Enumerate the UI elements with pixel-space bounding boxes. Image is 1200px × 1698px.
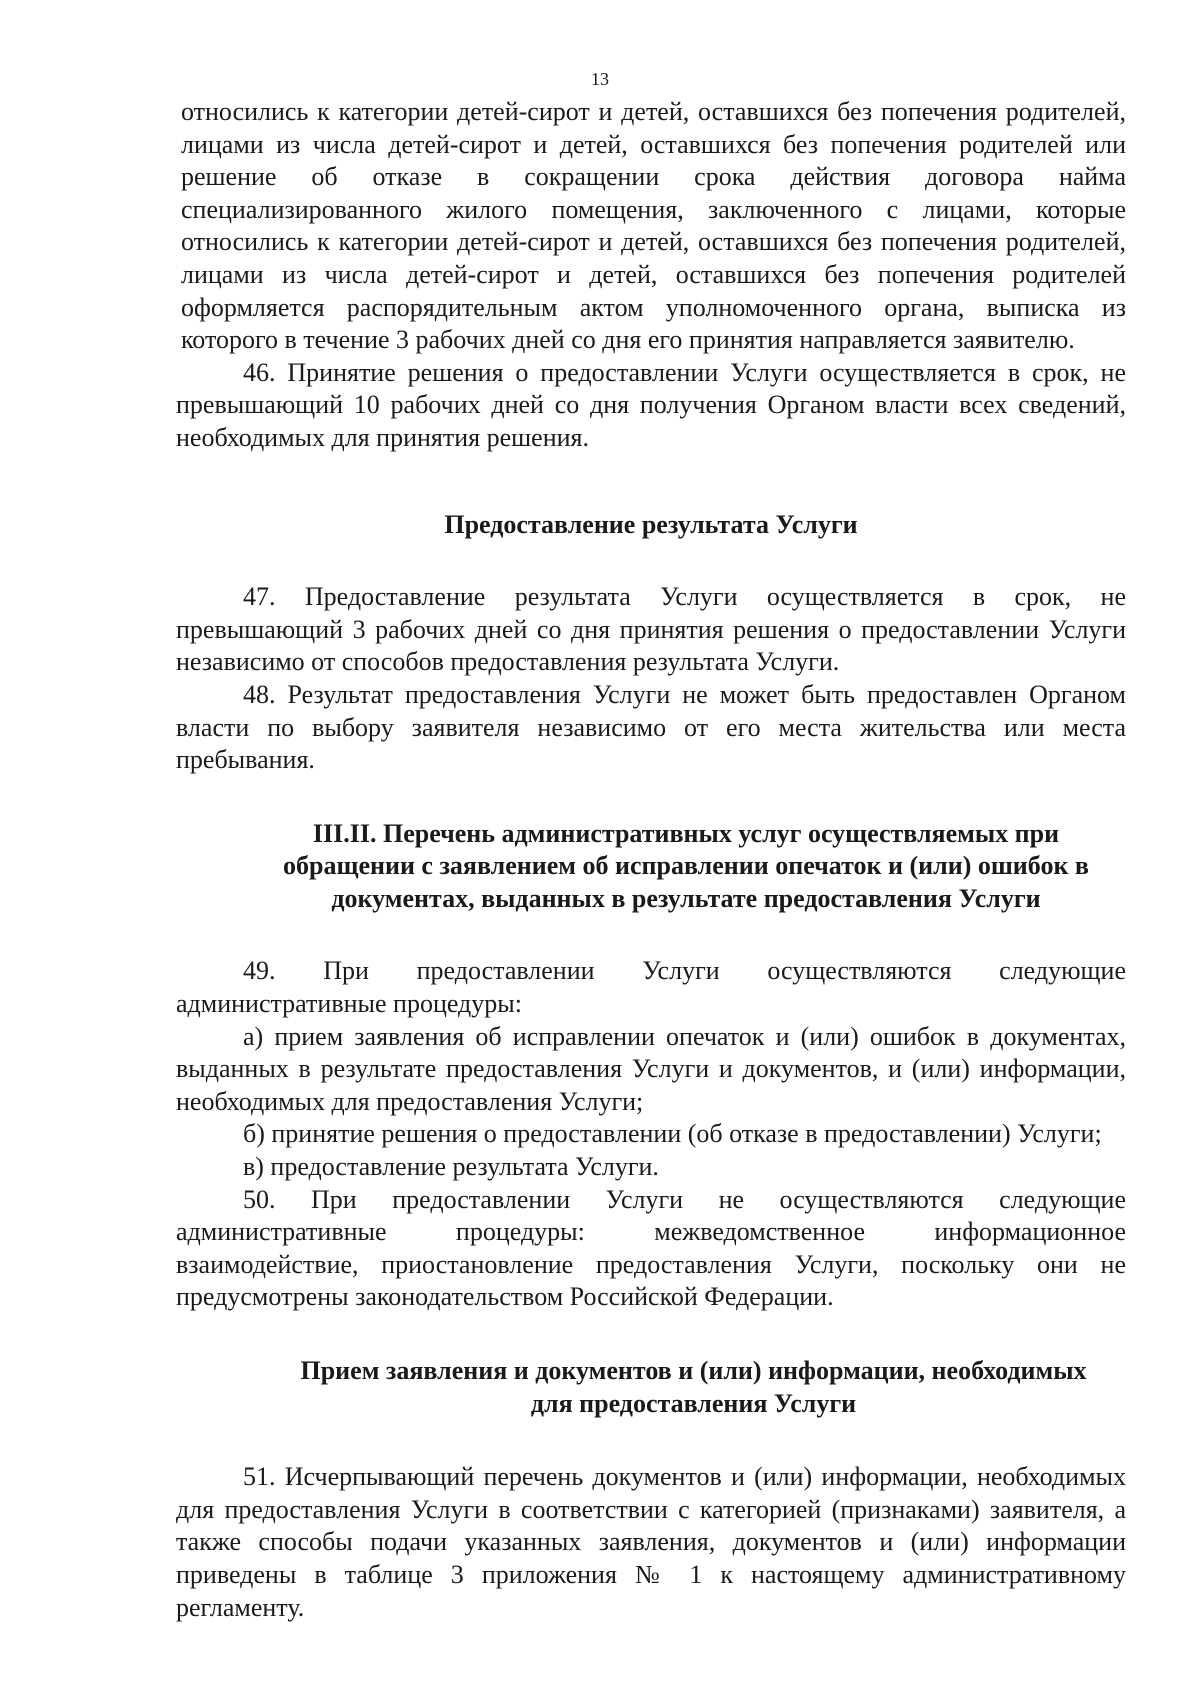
page-number: 13	[591, 69, 609, 89]
paragraph-47: 47. Предоставление результата Услуги осуществляется в срок, не превышающий 3 рабочих дней со дня принятия решения о предоставлении Услуги независимо от способов предоставления результата Услуги.	[176, 582, 1126, 677]
paragraph-49: 49. При предоставлении Услуги осуществляются следующие административные процедуры:	[176, 956, 1126, 1019]
paragraph-51: 51. Исчерпывающий перечень документов и (или) информации, необходимых для предоставления Услуги в соответствии с категорией (признаками) заявителя, а также способы подачи указанных заявления, документов и (или) информации приведены в таблице 3 приложения № 1 к настоящему административному регламенту.	[176, 1462, 1126, 1622]
paragraph-48: 48. Результат предоставления Услуги не может быть предоставлен Органом власти по выбору заявителя независимо от его места жительства или места пребывания.	[176, 679, 1126, 775]
paragraph-46: 46. Принятие решения о предоставлении Услуги осуществляется в срок, не превышающий 10 рабочих дней со дня получения Органом власти всех сведений, необходимых для принятия решения.	[176, 357, 1126, 452]
paragraph-49-b: б) принятие решения о предоставлении (об отказе в предоставлении) Услуги;	[243, 1119, 1102, 1149]
heading-section-line-2: обращении с заявлением об исправлении опечаток и (или) ошибок в	[283, 851, 1089, 881]
heading-section-3-2	[176, 818, 1126, 916]
heading-reception-line-1: Прием заявления и документов и (или) информации, необходимых	[300, 1356, 1087, 1385]
paragraph-45-continuation: относились к категории детей-сирот и детей, оставшихся без попечения родителей, лицами из числа детей-сирот и детей, оставшихся без попечения родителей или решение об отказе в сокращении срока действия договора найма специализированного жилого помещения, заключенного с лицами, которые относились к категории детей-сирот и детей, оставшихся без попечения родителей, лицами из числа детей-сирот и детей, оставшихся без попечения родителей оформляется распорядительным актом уполномоченного органа, выписка из которого в течение 3 рабочих дней со дня его принятия направляется заявителю.	[181, 97, 1126, 355]
paragraph-50: 50. При предоставлении Услуги не осуществляются следующие административные процедуры: межведомственное информационное взаимодействие, приостановление предоставления Услуги, поскольку они не предусмотрены законодательством Российской Федерации.	[176, 1184, 1126, 1312]
heading-reception	[176, 1355, 1126, 1420]
heading-section-line-3: документах, выданных в результате предоставления Услуги	[331, 883, 1041, 913]
heading-section-line-1: III.II. Перечень административных услуг осуществляемых при	[312, 818, 1060, 848]
document-body	[176, 96, 1126, 1624]
heading-result-provision: Предоставление результата Услуги	[444, 509, 858, 539]
paragraph-49-a: а) прием заявления об исправлении опечаток и (или) ошибок в документах, выданных в результате предоставления Услуги и документов, и (или) информации, необходимых для предоставления Услуги;	[176, 1021, 1126, 1116]
heading-reception-line-2: для предоставления Услуги	[530, 1388, 857, 1418]
paragraph-49-c: в) предоставление результата Услуги.	[243, 1152, 659, 1182]
